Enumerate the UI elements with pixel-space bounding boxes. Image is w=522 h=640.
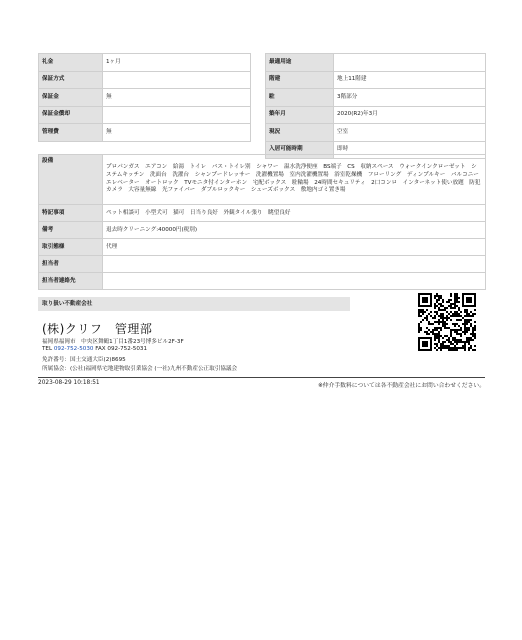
value-management-fee: 無	[103, 124, 251, 142]
agency-name: (株)クリフ 管理部	[42, 322, 153, 336]
value-remarks: 退去時クリーニング:40000円(税別)	[103, 222, 486, 239]
value-contact-person	[103, 256, 486, 273]
table-row	[39, 239, 486, 256]
label-contact-person: 担当者	[39, 256, 103, 273]
value-key-money: 1ヶ月	[103, 54, 251, 72]
table-row	[266, 106, 486, 124]
value-contact-info	[103, 273, 486, 290]
value-optimal-use	[334, 54, 486, 72]
footer-note: ※仲介手数料については各不動産会社にお問い合わせください。	[317, 383, 485, 389]
label-transaction-type: 取引態様	[39, 239, 103, 256]
value-floors: 地上11階建	[334, 71, 486, 89]
value-transaction-type: 代理	[103, 239, 486, 256]
table-row	[39, 71, 251, 89]
label-optimal-use: 最適用途	[266, 54, 334, 72]
label-deposit: 保証金	[39, 89, 103, 107]
table-row	[39, 54, 251, 72]
table-row	[39, 124, 251, 142]
label-floors: 階建	[266, 71, 334, 89]
tel-link[interactable]: 092-752-5030	[53, 346, 94, 352]
value-built-date: 2020(R2)年3月	[334, 106, 486, 124]
table-row	[39, 155, 486, 205]
label-key-money: 礼金	[39, 54, 103, 72]
rent-terms-table	[38, 53, 251, 142]
table-row	[266, 54, 486, 72]
value-equipment: プロパンガス エアコン 給湯 トイレ バス・トイレ別 シャワー 温水洗浄便座 BS端子 CS 収納スペース ウォークインクローゼット システムキッチン 洗面台 洗濯台 シャンプードレッサー 洗濯機置場 室内洗濯機置場 浴室乾燥機 フローリング ディンプルキー バルコニー エレベーター オートロック TVモニタ付インターホン 宅配ボックス 駐輪場 24時間セキュリティ 2口コンロ インターネット使い放題 防犯カメラ 大容量無線 光ファイバー ダブルロックキー シューズボックス 敷地内ゴミ置き場	[103, 155, 486, 205]
value-floor-location: 3階部分	[334, 89, 486, 107]
table-row	[266, 71, 486, 89]
table-row	[266, 89, 486, 107]
agency-phone-fax	[42, 346, 147, 352]
table-row	[39, 89, 251, 107]
value-special-notes: ペット相談可 小型犬可 猫可 日当り良好 外観タイル張り 眺望良好	[103, 205, 486, 222]
table-row	[39, 222, 486, 239]
tel-label: TEL	[42, 346, 54, 352]
label-management-fee: 管理費	[39, 124, 103, 142]
value-deposit-amortization	[103, 106, 251, 124]
label-special-notes: 特記事項	[39, 205, 103, 222]
label-remarks: 備考	[39, 222, 103, 239]
label-current-status: 現況	[266, 124, 334, 142]
agency-association: 所属協会：(公社)福岡県宅地建物取引業協会 (一社)九州不動産公正取引協議会	[42, 366, 238, 372]
footer-timestamp: 2023-08-29 10:18:51	[38, 380, 100, 386]
fax-text: FAX 092-752-5031	[93, 346, 148, 352]
details-table	[38, 154, 486, 290]
table-row	[39, 256, 486, 273]
agency-address: 福岡県福岡市 中央区舞鶴1丁目1番23号博多ビル2F-3F	[42, 339, 184, 345]
label-guarantee-method: 保証方式	[39, 71, 103, 89]
label-equipment: 設備	[39, 155, 103, 205]
footer-divider	[38, 377, 485, 378]
agency-license: 免許番号：国土交通大臣(2)8695	[42, 357, 126, 363]
table-row	[39, 106, 251, 124]
label-built-date: 築年月	[266, 106, 334, 124]
table-row	[266, 124, 486, 142]
table-row	[39, 205, 486, 222]
label-move-in-date: 入居可能時期	[266, 141, 334, 159]
agency-header: 取り扱い不動産会社	[38, 297, 350, 311]
table-row	[39, 273, 486, 290]
building-info-table	[265, 53, 486, 159]
value-move-in-date: 即時	[334, 141, 486, 159]
label-deposit-amortization: 保証金償却	[39, 106, 103, 124]
label-floor-location: 駐	[266, 89, 334, 107]
qr-code	[418, 293, 476, 351]
value-deposit: 無	[103, 89, 251, 107]
label-contact-info: 担当者連絡先	[39, 273, 103, 290]
value-guarantee-method	[103, 71, 251, 89]
value-current-status: 空室	[334, 124, 486, 142]
